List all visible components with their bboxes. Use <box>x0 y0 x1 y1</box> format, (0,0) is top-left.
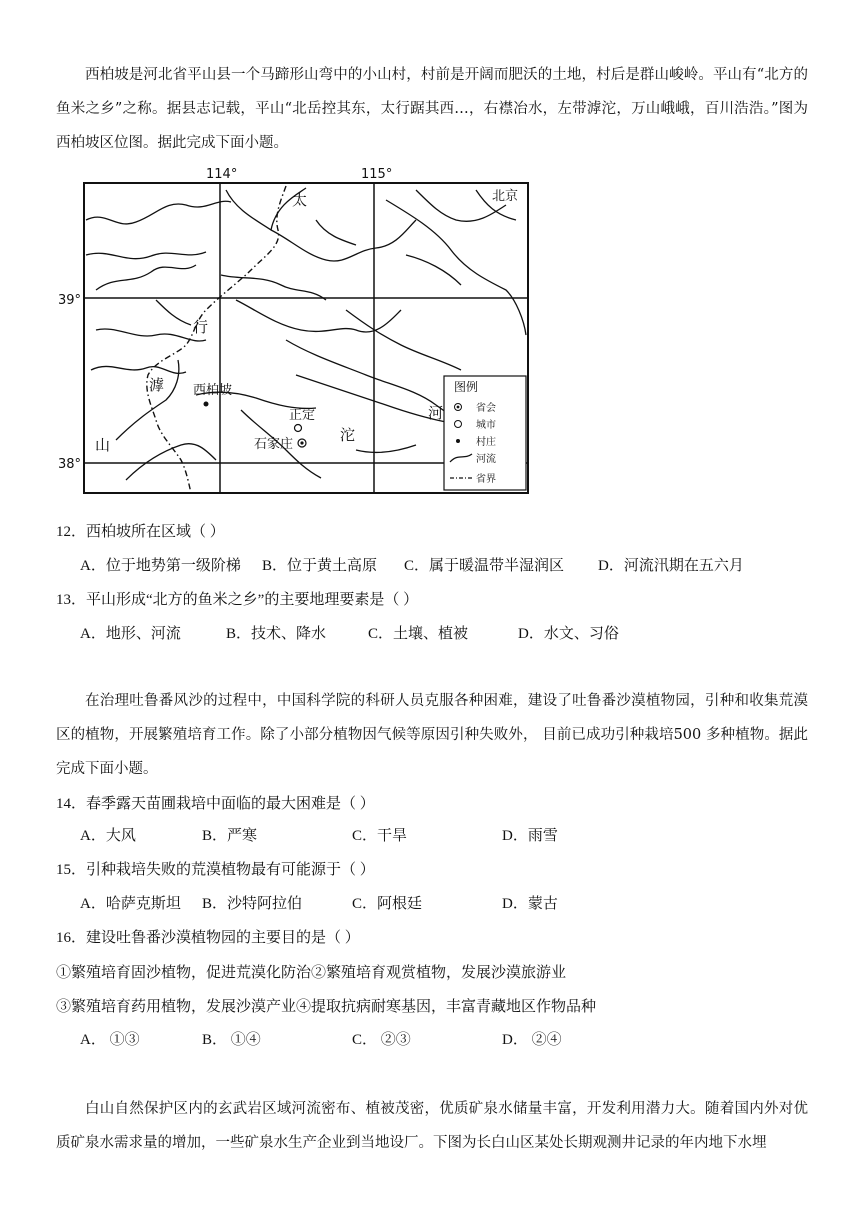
q12-option-c[interactable]: C．属于暖温带半湿润区 <box>404 558 565 574</box>
label-tai: 太 <box>292 191 308 209</box>
q13-option-b[interactable]: B．技术、降水 <box>226 626 327 642</box>
legend-city-icon <box>455 421 462 428</box>
passage-turpan: 在治理吐鲁番风沙的过程中，中国科学院的科研人员克服各种困难，建设了吐鲁番沙漠植物园，引种和收集荒漠区的植物，开展繁殖培育工作。除了小部分植物因气候等原因引种失败外， 目前已成功引种栽培500 多种植物。据此完成下面小题。 <box>56 693 808 777</box>
label-tuo: 沱 <box>340 426 356 444</box>
question-14-stem: 14．春季露天苗圃栽培中面临的最大困难是（ ） <box>56 796 375 812</box>
q16-option-b[interactable]: B． ①④ <box>202 1032 261 1048</box>
q15-option-d[interactable]: D．蒙古 <box>502 896 558 912</box>
q12-option-b[interactable]: B．位于黄土高原 <box>262 558 378 574</box>
capital-shijiazhuang: 石家庄 <box>254 437 294 452</box>
xibaipo-location-map <box>56 160 536 500</box>
label-hang: 行 <box>193 318 209 336</box>
label-he: 河 <box>428 404 444 422</box>
passage-xibaipo: 西柏坡是河北省平山县一个马蹄形山弯中的小山村，村前是开阔而肥沃的土地，村后是群山峻岭。平山有“北方的鱼米之乡”之称。据县志记载，平山“北岳控其东，太行踞其西…，右襟冶水，左带滹沱，万山峨峨，百川浩浩。”图为西柏坡区位图。据此完成下面小题。 <box>56 67 808 151</box>
legend-capital-dot <box>457 406 460 409</box>
map-svg <box>56 160 536 500</box>
legend-item-capital: 省会 <box>476 403 496 414</box>
q16-option-c[interactable]: C． ②③ <box>352 1032 411 1048</box>
legend-item-boundary: 省界 <box>476 474 496 485</box>
q15-option-b[interactable]: B．沙特阿拉伯 <box>202 896 303 912</box>
q12-option-a[interactable]: A．位于地势第一级阶梯 <box>80 558 241 574</box>
q12-option-d[interactable]: D．河流汛期在五六月 <box>598 558 744 574</box>
city-beijing: 北京 <box>492 189 519 204</box>
question-16-stem: 16．建设吐鲁番沙漠植物园的主要目的是（ ） <box>56 930 360 946</box>
q16-statements-line-1: ①繁殖培育固沙植物，促进荒漠化防治②繁殖培育观赏植物，发展沙漠旅游业 <box>56 963 567 981</box>
label-shan: 山 <box>95 436 111 454</box>
question-13-stem: 13．平山形成“北方的鱼米之乡”的主要地理要素是（ ） <box>56 592 419 608</box>
question-12-stem: 12．西柏坡所在区域（ ） <box>56 524 225 540</box>
q16-option-d[interactable]: D． ②④ <box>502 1032 562 1048</box>
legend-item-city: 城市 <box>476 420 496 431</box>
passage-changbaishan: 白山自然保护区内的玄武岩区域河流密布、植被茂密，优质矿泉水储量丰富，开发利用潜力大。随着国内外对优质矿泉水需求量的增加，一些矿泉水生产企业到当地设厂。下图为长白山区某处长期观测井记录的年内地下水埋 <box>56 1101 808 1151</box>
q14-option-c[interactable]: C．干旱 <box>352 828 408 844</box>
map-legend <box>444 376 526 490</box>
legend-item-river: 河流 <box>476 454 496 465</box>
q15-option-c[interactable]: C．阿根廷 <box>352 896 423 912</box>
legend-title: 图例 <box>454 380 479 394</box>
q16-statements-line-2: ③繁殖培育药用植物，发展沙漠产业④提取抗病耐寒基因，丰富青藏地区作物品种 <box>56 997 597 1015</box>
capital-marker-inner <box>300 441 303 444</box>
q13-option-c[interactable]: C．土壤、植被 <box>368 626 469 642</box>
lon-label-115: 115° <box>361 167 393 182</box>
q14-option-a[interactable]: A．大风 <box>80 828 136 844</box>
city-zhengding: 正定 <box>289 408 316 423</box>
q16-option-a[interactable]: A． ①③ <box>80 1032 140 1048</box>
label-hu: 滹 <box>149 376 165 394</box>
village-xibaipo: 西柏坡 <box>193 383 233 398</box>
q14-option-d[interactable]: D．雨雪 <box>502 828 558 844</box>
legend-village-icon <box>456 439 460 443</box>
lon-label-114: 114° <box>206 167 238 182</box>
village-marker <box>204 402 209 407</box>
lat-label-39: 39° <box>58 293 82 308</box>
q14-option-b[interactable]: B．严寒 <box>202 828 258 844</box>
q15-option-a[interactable]: A．哈萨克斯坦 <box>80 896 181 912</box>
city-marker <box>295 425 302 432</box>
legend-item-village: 村庄 <box>476 437 496 448</box>
q13-option-a[interactable]: A．地形、河流 <box>80 626 181 642</box>
question-15-stem: 15．引种栽培失败的荒漠植物最有可能源于（ ） <box>56 862 375 878</box>
lat-label-38: 38° <box>58 457 82 472</box>
q13-option-d[interactable]: D．水文、习俗 <box>518 626 619 642</box>
